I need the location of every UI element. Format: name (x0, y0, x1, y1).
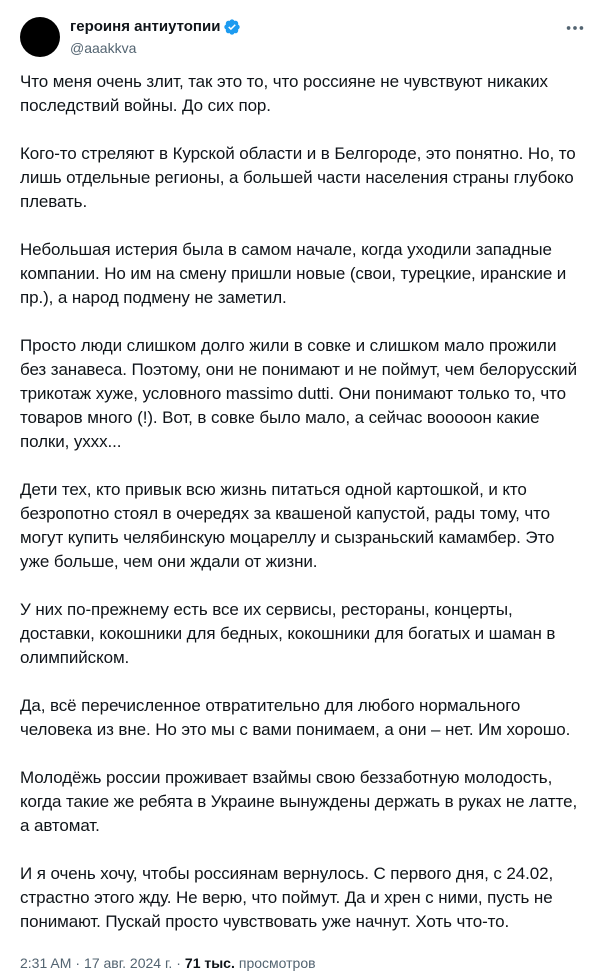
meta-separator: · (176, 955, 181, 971)
tweet-time[interactable]: 2:31 AM (20, 955, 72, 971)
tweet-paragraph: И я очень хочу, чтобы россиянам вернулось. С первого дня, с 24.02, страстно этого жду. Не верю, что поймут. Да и хрен с ними, пусть не понимают. Пускай просто чувствовать уже начнут. Хоть что-то. (20, 864, 554, 931)
tweet-paragraph: Дети тех, кто привык всю жизнь питаться одной картошкой, и кто безропотно стоял в очередях за квашеной капустой, рады тому, что могут купить челябинскую моцареллу и сызраньский камамбер. Это уже больше, чем они ждали от жизни. (20, 480, 555, 571)
tweet-paragraph: Что меня очень злит, так это то, что россияне не чувствуют никаких последствий войны. До сих пор. (20, 72, 548, 115)
avatar[interactable] (20, 17, 60, 57)
author-names (70, 17, 241, 58)
author-handle[interactable]: @aaakkva (70, 40, 137, 56)
tweet-paragraph: Кого-то стреляют в Курской области и в Белгороде, это понятно. Но, то лишь отдельные регионы, а большей части населения страны глубоко плевать. (20, 144, 576, 211)
tweet-text (20, 70, 586, 934)
views-label: просмотров (238, 955, 316, 971)
tweet-paragraph: Молодёжь россии проживает взаймы свою беззаботную молодость, когда такие же ребята в Украине вынуждены держать в руках не латте, а автомат. (20, 768, 578, 835)
tweet-paragraph: Просто люди слишком долго жили в совке и слишком мало прожили без занавеса. Поэтому, они не понимают и не поймут, чем белорусский трикотаж хуже, условного massimo dutti. Они понимают только то, что товаров много (!). Вот, в совке было мало, а сейчас вооооон какие полки, ухxx... (20, 336, 577, 451)
tweet-header (20, 15, 586, 59)
display-name-row (70, 17, 241, 37)
verified-badge-icon (223, 18, 241, 36)
views-count[interactable]: 71 тыс. (184, 955, 235, 971)
tweet-date[interactable]: 17 авг. 2024 г. (84, 955, 173, 971)
display-name[interactable]: героиня антиутопии (70, 18, 221, 35)
tweet-paragraph: Да, всё перечисленное отвратительно для любого нормального человека из вне. Но это мы с вами понимаем, а они – нет. Им хорошо. (20, 696, 571, 739)
more-horizontal-icon[interactable] (564, 17, 586, 39)
tweet-paragraph: У них по-прежнему есть все их сервисы, рестораны, концерты, доставки, кокошники для бедных, кокошники для богатых и шаман в олимпийском. (20, 600, 556, 667)
tweet-paragraph: Небольшая истерия была в самом начале, когда уходили западные компании. Но им на смену пришли новые (свои, турецкие, иранские и пр.), а народ подмену не заметил. (20, 240, 567, 307)
meta-separator: · (75, 955, 81, 971)
tweet-meta (20, 953, 316, 973)
